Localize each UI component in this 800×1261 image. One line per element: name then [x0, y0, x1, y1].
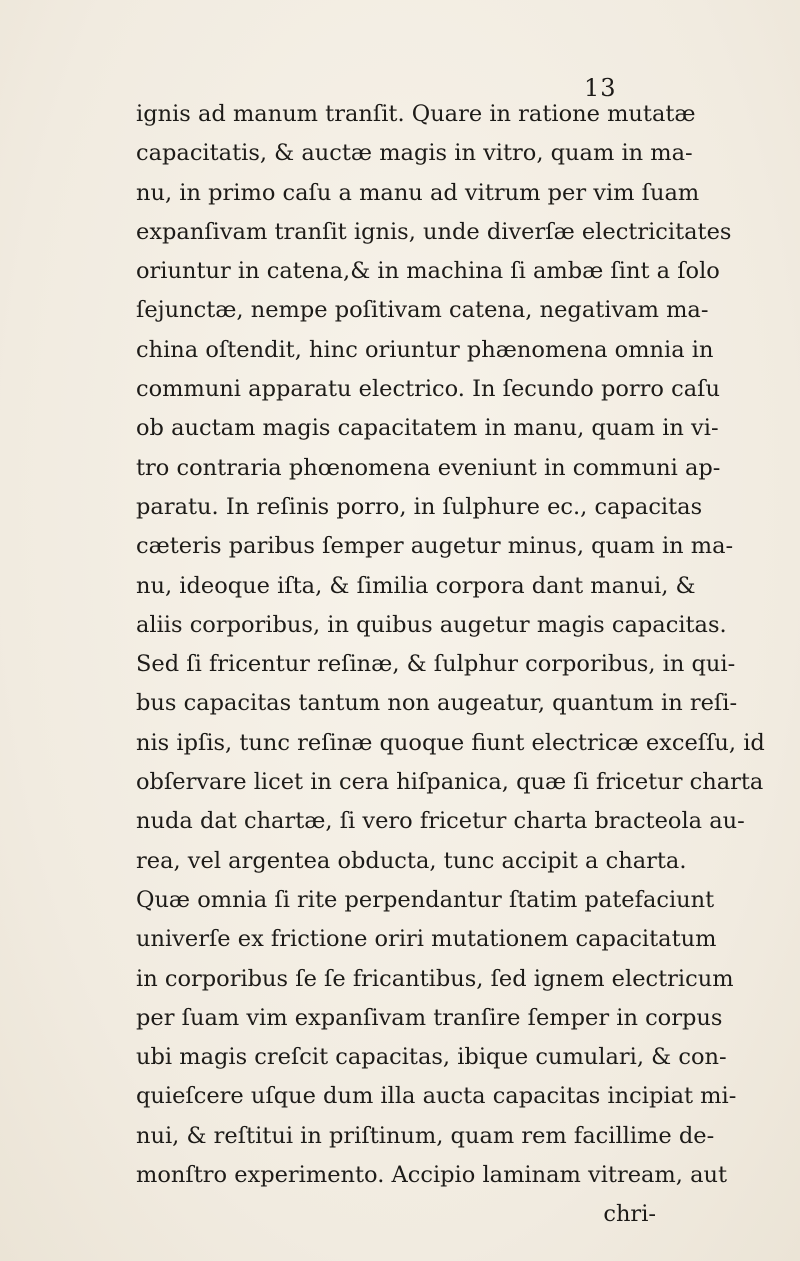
text-line: obſervare licet in cera hiſpanica, quæ ſi fricetur charta — [136, 769, 764, 796]
text-line: nu, in primo caſu a manu ad vitrum per vim ſuam — [136, 179, 700, 206]
text-line: monſtro experimento. Accipio laminam vitream, aut — [136, 1162, 728, 1189]
text-line: ob auctam magis capacitatem in manu, quam in vi- — [136, 415, 719, 442]
text-line: tro contraria phœnomena eveniunt in communi ap- — [136, 454, 721, 481]
text-line: nis ipſis, tunc reſinæ quoque fiunt electricæ exceſſu, id — [136, 729, 765, 756]
text-line: oriuntur in catena,& in machina ſi ambæ ſint a ſolo — [136, 258, 720, 285]
text-line: ſejunctæ, nempe poſitivam catena, negativam ma- — [136, 297, 709, 324]
text-line: nuda dat chartæ, ſi vero fricetur charta bracteola au- — [136, 808, 745, 835]
text-line: Sed ſi fricentur reſinæ, & ſulphur corporibus, in qui- — [136, 651, 736, 678]
text-line: in corporibus ſe ſe fricantibus, ſed ignem electricum — [136, 965, 734, 992]
page-number: 13 — [584, 74, 617, 102]
text-line: nu, ideoque iſta, & ſimilia corpora dant manui, & — [136, 572, 696, 599]
text-line: communi apparatu electrico. In ſecundo porro caſu — [136, 376, 720, 403]
text-line: capacitatis, & auctæ magis in vitro, quam in ma- — [136, 140, 693, 167]
text-line: paratu. In reſinis porro, in ſulphure ec., capacitas — [136, 493, 703, 520]
text-line: ignis ad manum tranſit. Quare in ratione mutatæ — [136, 101, 696, 127]
text-line: nui, & reſtitui in priſtinum, quam rem facillime de- — [136, 1122, 715, 1149]
text-line: rea, vel argentea obducta, tunc accipit a charta. — [136, 847, 687, 874]
text-line: expanſivam tranſit ignis, unde diverſæ electricitates — [136, 218, 732, 245]
text-line: cæteris paribus ſemper augetur minus, quam in ma- — [136, 533, 734, 560]
catchword: chri- — [603, 1201, 656, 1228]
body-text — [136, 95, 765, 1235]
text-line: bus capacitas tantum non augeatur, quantum in reſi- — [136, 690, 738, 717]
text-line: china oſtendit, hinc oriuntur phænomena omnia in — [136, 336, 714, 363]
text-line: ubi magis creſcit capacitas, ibique cumulari, & con- — [136, 1044, 727, 1071]
text-line: quieſcere uſque dum illa aucta capacitas incipiat mi- — [136, 1083, 737, 1110]
text-line: per ſuam vim expanſivam tranſire ſemper in corpus — [136, 1004, 723, 1031]
text-line: Quæ omnia ſi rite perpendantur ſtatim patefaciunt — [136, 886, 715, 913]
text-line: aliis corporibus, in quibus augetur magis capacitas. — [136, 611, 727, 638]
text-line: univerſe ex frictione oriri mutationem capacitatum — [136, 926, 717, 953]
